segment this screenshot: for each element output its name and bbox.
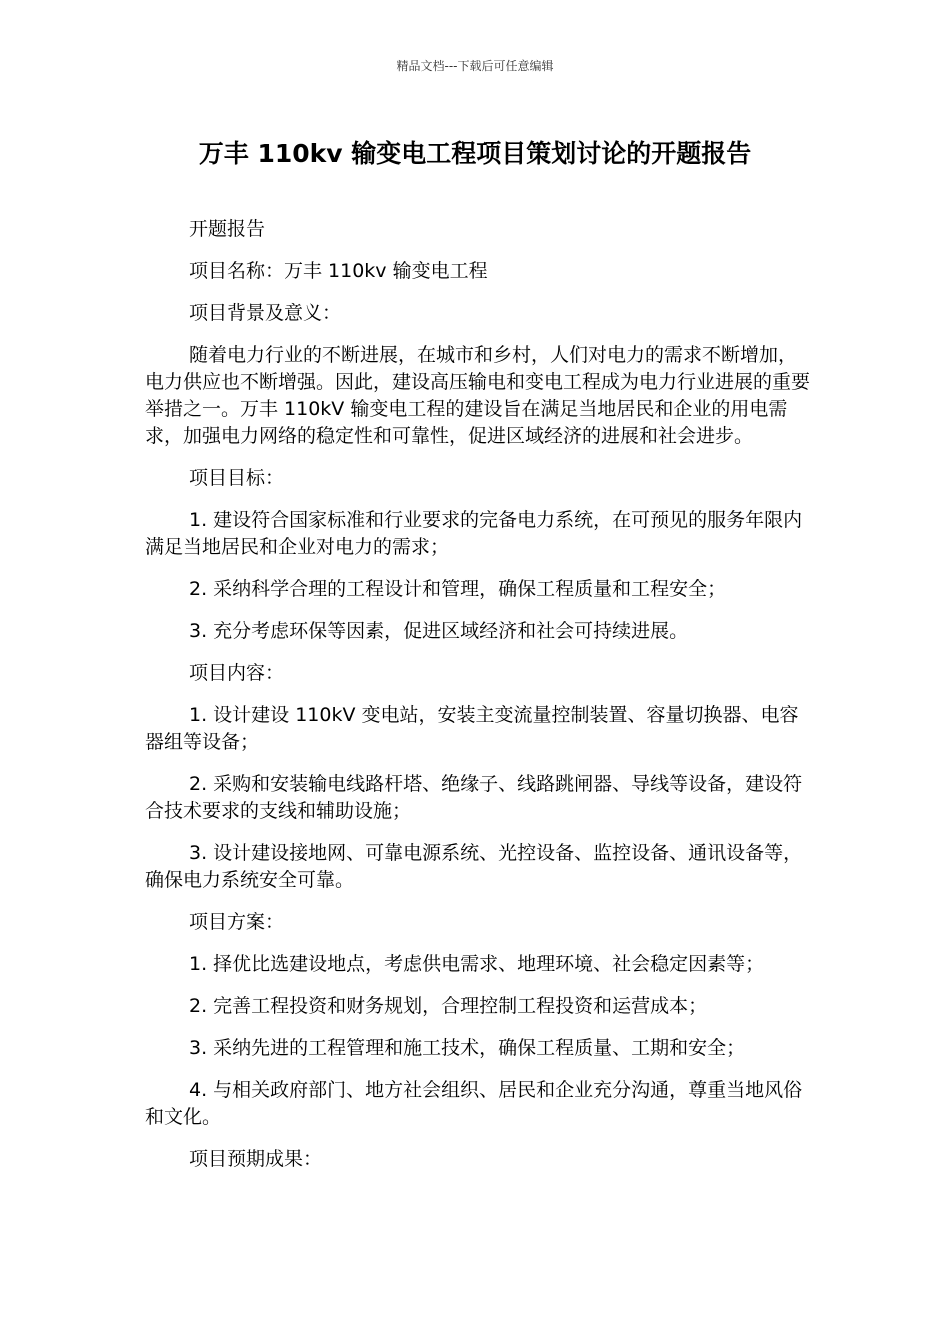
paragraph-report-heading: 开题报告 — [189, 218, 266, 240]
goal-item-2: 2. 采纳科学合理的工程设计和管理，确保工程质量和工程安全； — [189, 578, 727, 600]
content-item-3: 3. 设计建设接地网、可靠电源系统、光控设备、监控设备、通讯设备等，确保电力系统安全可靠。 — [145, 842, 803, 891]
section-heading-outcomes: 项目预期成果： — [189, 1148, 323, 1170]
paragraph-background: 随着电力行业的不断进展，在城市和乡村，人们对电力的需求不断增加，电力供应也不断增强。因此，建设高压输电和变电工程成为电力行业进展的重要举措之一。万丰 110kV 输变电工程的建设旨在满足当地居民和企业的用电需求，加强电力网络的稳定性和可靠性，促进区域经济的进展和社会进步。 — [145, 344, 811, 447]
document-body — [145, 216, 810, 1188]
plan-item-1: 1. 择优比选建设地点，考虑供电需求、地理环境、社会稳定因素等； — [189, 953, 765, 975]
section-heading-content: 项目内容： — [189, 662, 285, 684]
plan-item-3: 3. 采纳先进的工程管理和施工技术，确保工程质量、工期和安全； — [189, 1037, 746, 1059]
goal-item-3: 3. 充分考虑环保等因素，促进区域经济和社会可持续进展。 — [189, 620, 689, 642]
plan-item-2: 2. 完善工程投资和财务规划，合理控制工程投资和运营成本； — [189, 995, 708, 1017]
page-header: 精品文档---下载后可任意编辑 — [396, 59, 554, 73]
content-item-2: 2. 采购和安装输电线路杆塔、绝缘子、线路跳闸器、导线等设备，建设符合技术要求的支线和辅助设施； — [145, 773, 803, 822]
section-heading-goals: 项目目标： — [189, 467, 285, 489]
section-heading-plan: 项目方案： — [189, 911, 285, 933]
document-title: 万丰 110kv 输变电工程项目策划讨论的开题报告 — [198, 139, 752, 168]
paragraph-project-name: 项目名称：万丰 110kv 输变电工程 — [189, 260, 488, 282]
section-heading-background: 项目背景及意义： — [189, 302, 342, 324]
goal-item-1: 1. 建设符合国家标准和行业要求的完备电力系统，在可预见的服务年限内满足当地居民和企业对电力的需求； — [145, 509, 803, 558]
plan-item-4: 4. 与相关政府部门、地方社会组织、居民和企业充分沟通，尊重当地风俗和文化。 — [145, 1079, 803, 1128]
content-item-1: 1. 设计建设 110kV 变电站，安装主变流量控制装置、容量切换器、电容器组等设备； — [145, 704, 799, 753]
